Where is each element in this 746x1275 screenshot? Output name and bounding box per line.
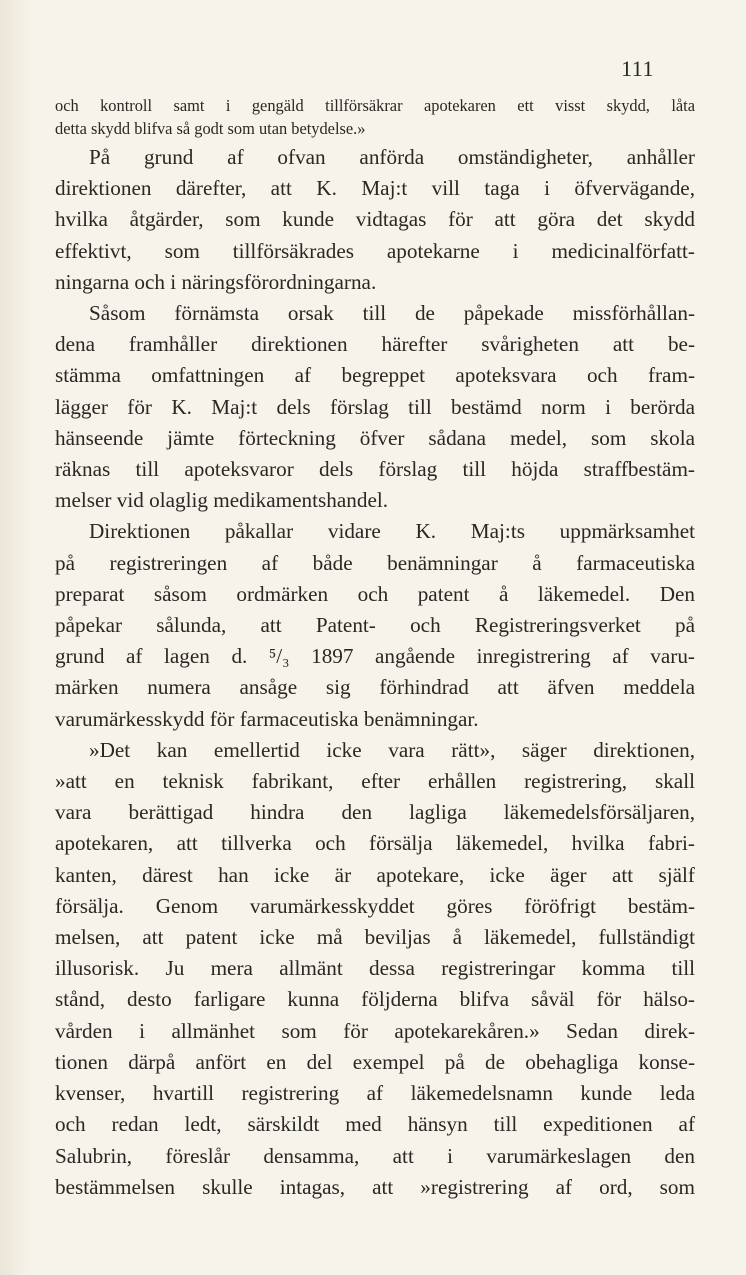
text-line: Såsom förnämsta orsak till de påpekade missförhållan- (89, 301, 695, 326)
paragraph-4 (55, 735, 695, 1203)
text-line: Direktionen påkallar vidare K. Maj:ts uppmärksamhet (89, 519, 695, 544)
page-number: 111 (621, 56, 654, 81)
text-line: preparat såsom ordmärken och patent å läkemedel. Den (55, 581, 695, 606)
text-line: märken numera ansåge sig förhindrad att äfven meddela (55, 675, 695, 700)
text-line: påpekar sålunda, att Patent- och Registreringsverket på (55, 613, 695, 638)
text-line: dena framhåller direktionen härefter svårigheten att be- (55, 332, 695, 357)
text-line: försälja. Genom varumärkesskyddet göres föröfrigt bestäm- (55, 893, 695, 918)
text-line: hänseende jämte förteckning öfver sådana medel, som skola (55, 425, 695, 450)
text-line: apotekaren, att tillverka och försälja läkemedel, hvilka fabri- (55, 831, 695, 856)
text-line: bestämmelsen skulle intagas, att »registrering af ord, som (55, 1174, 695, 1199)
text-line: »Det kan emellertid icke vara rätt», säger direktionen, (89, 737, 695, 762)
text-line: och kontroll samt i gengäld tillförsäkrar apotekaren ett visst skydd, låta (55, 96, 695, 115)
text-line: direktionen därefter, att K. Maj:t vill taga i öfvervägande, (55, 176, 695, 201)
text-line: hvilka åtgärder, som kunde vidtagas för att göra det skydd (55, 207, 695, 232)
text-line: effektivt, som tillförsäkrades apotekarne i medicinalförfatt- (55, 238, 695, 263)
text-line: vara berättigad hindra den lagliga läkemedelsförsäljaren, (55, 800, 695, 825)
text-line: På grund af ofvan anförda omständigheter, anhåller (89, 145, 695, 169)
text-line: räknas till apoteksvaror dels förslag till höjda straffbestäm- (55, 457, 695, 482)
text-line: varumärkesskydd för farmaceutiska benämningar. (55, 706, 479, 731)
text-line: detta skydd blifva så godt som utan betydelse.» (55, 119, 366, 138)
text-line: tionen därpå anfört en del exempel på de obehagliga konse- (55, 1049, 695, 1074)
text-line: Salubrin, föreslår densamma, att i varumärkeslagen den (55, 1143, 695, 1168)
text-line: lägger för K. Maj:t dels förslag till bestämd norm i berörda (55, 394, 695, 419)
paragraph-3 (55, 516, 695, 734)
text-line: stånd, desto farligare kunna följderna blifva såväl för hälso- (55, 987, 695, 1012)
text-line: illusorisk. Ju mera allmänt dessa registreringar komma till (55, 956, 695, 981)
text-line: melsen, att patent icke må beviljas å läkemedel, fullständigt (55, 925, 695, 950)
text-line: »att en teknisk fabrikant, efter erhållen registrering, skall (55, 769, 695, 794)
text-line: stämma omfattningen af begreppet apoteksvara och fram- (55, 363, 695, 388)
quote-continuation (55, 94, 695, 140)
text-line: kvenser, hvartill registrering af läkemedelsnamn kunde leda (55, 1081, 695, 1106)
text-line: kanten, därest han icke är apotekare, icke äger att själf (55, 862, 695, 887)
text-line: på registreringen af både benämningar å farmaceutiska (55, 550, 695, 575)
text-line: och redan ledt, särskildt med hänsyn till expeditionen af (55, 1112, 695, 1137)
text-line: grund af lagen d. ⁵/₃ 1897 angående inregistrering af varu- (55, 644, 695, 669)
text-line: ningarna och i näringsförordningarna. (55, 269, 377, 294)
paragraph-1 (55, 142, 695, 298)
text-line: vården i allmänhet som för apotekarekåren.» Sedan direk- (55, 1018, 695, 1043)
paragraph-2 (55, 298, 695, 516)
body-text (55, 142, 695, 1203)
text-line: melser vid olaglig medikamentshandel. (55, 488, 389, 513)
